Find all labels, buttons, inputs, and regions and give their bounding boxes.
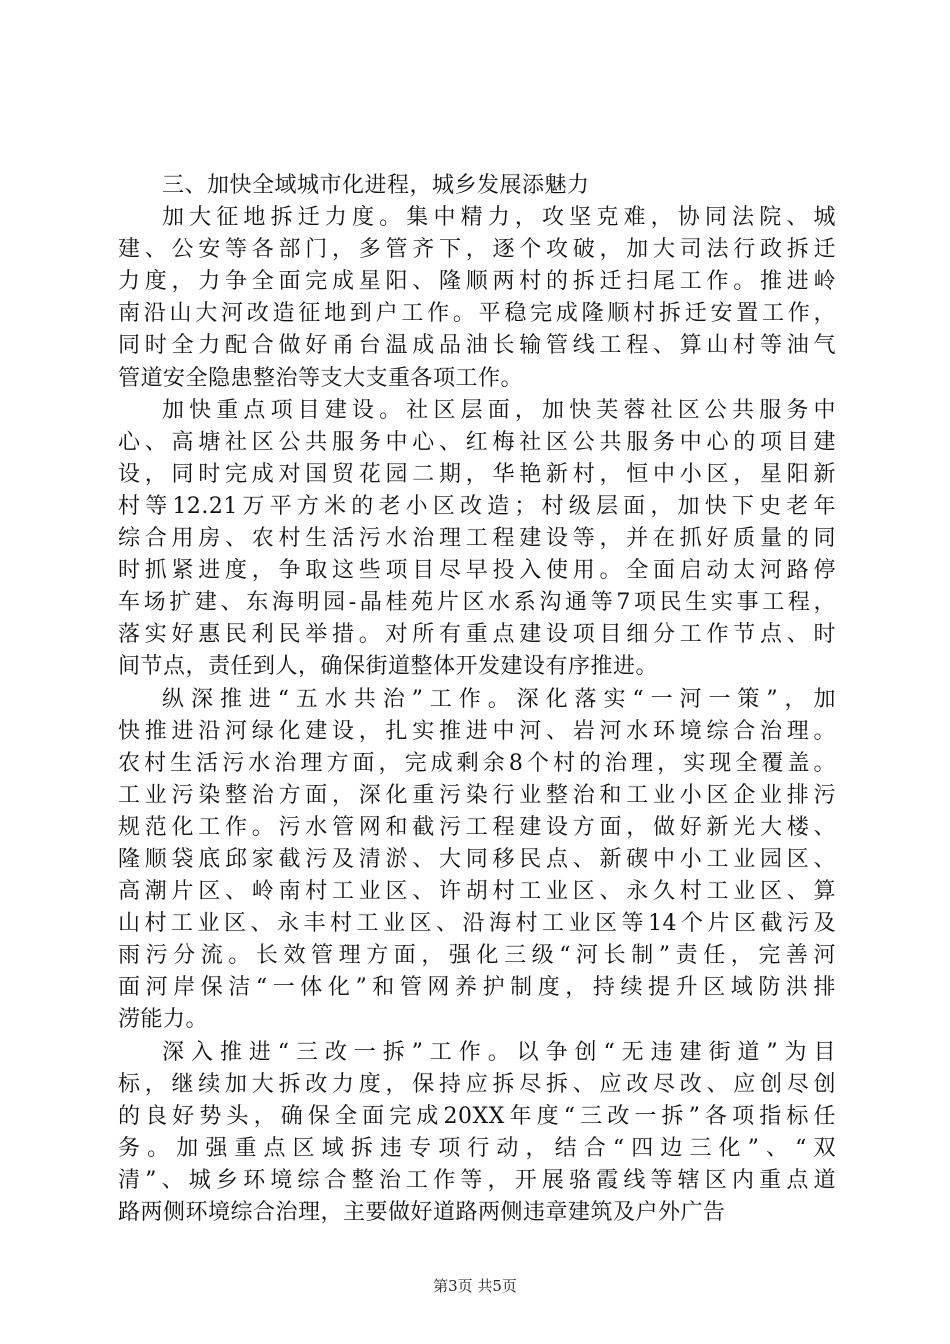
text-line: 路两侧环境综合治理，主要做好道路两侧违章建筑及户外广告 — [118, 1200, 726, 1225]
section-heading: 三、加快全域城市化进程，城乡发展添魅力 — [162, 173, 590, 198]
text-line: 快推进沿河绿化建设，扎实推进中河、岩河水环境综合治理。 — [118, 718, 836, 744]
text-line: 雨污分流。长效管理方面，强化三级“河长制”责任，完善河 — [118, 943, 836, 969]
text-line: 纵深推进“五水共治”工作。深化落实“一河一策”，加 — [162, 686, 836, 712]
text-line: 时抓紧进度，争取这些项目尽早投入使用。全面启动太河路停 — [118, 558, 836, 584]
paragraph-container — [118, 202, 836, 1229]
text-line: 高潮片区、岭南村工业区、许胡村工业区、永久村工业区、算 — [118, 879, 836, 905]
text-line: 的良好势头，确保全面完成20XX年度“三改一拆”各项指标任 — [118, 1103, 836, 1129]
page-footer: 第3页 共5页 — [433, 1277, 517, 1295]
text-line: 涝能力。 — [118, 1007, 209, 1033]
text-line: 规范化工作。污水管网和截污工程建设方面，做好新光大楼、 — [118, 814, 836, 840]
text-line: 综合用房、农村生活污水治理工程建设等，并在抓好质量的同 — [118, 526, 836, 552]
text-line: 间节点，责任到人，确保街道整体开发建设有序推进。 — [118, 654, 659, 680]
text-line: 建、公安等各部门，多管齐下，逐个攻破，加大司法行政拆迁 — [118, 237, 836, 263]
text-line: 加快重点项目建设。社区层面，加快芙蓉社区公共服务中 — [162, 397, 836, 423]
text-line: 工业污染整治方面，深化重污染行业整治和工业小区企业排污 — [118, 782, 836, 808]
paragraph — [118, 684, 836, 1037]
text-line: 落实好惠民利民举措。对所有重点建设项目细分工作节点、时 — [118, 622, 836, 648]
text-line: 心、高塘社区公共服务中心、红梅社区公共服务中心的项目建 — [118, 429, 836, 455]
text-line: 清”、城乡环境综合整治工作等，开展骆霞线等辖区内重点道 — [118, 1167, 836, 1193]
text-line: 农村生活污水治理方面，完成剩余8个村的治理，实现全覆盖。 — [118, 750, 836, 776]
paragraph — [118, 395, 836, 684]
paragraph — [118, 202, 836, 395]
text-line: 面河岸保洁“一体化”和管网养护制度，持续提升区域防洪排 — [118, 975, 836, 1001]
text-line: 车场扩建、东海明园-晶桂苑片区水系沟通等7项民生实事工程， — [118, 590, 836, 616]
text-line: 加大征地拆迁力度。集中精力，攻坚克难，协同法院、城 — [162, 205, 836, 231]
text-line: 务。加强重点区域拆违专项行动，结合“四边三化”、“双 — [118, 1135, 836, 1161]
text-line: 同时全力配合做好甬台温成品油长输管线工程、算山村等油气 — [118, 333, 836, 359]
text-line: 深入推进“三改一拆”工作。以争创“无违建街道”为目 — [162, 1039, 836, 1065]
text-line: 山村工业区、永丰村工业区、沿海村工业区等14个片区截污及 — [118, 911, 836, 937]
text-line: 隆顺袋底邱家截污及清淤、大同移民点、新碶中小工业园区、 — [118, 846, 836, 872]
text-line: 标，继续加大拆改力度，保持应拆尽拆、应改尽改、应创尽创 — [118, 1071, 836, 1097]
text-line: 南沿山大河改造征地到户工作。平稳完成隆顺村拆迁安置工作， — [118, 301, 836, 327]
document-body — [118, 170, 836, 1229]
text-line: 村等12.21万平方米的老小区改造；村级层面，加快下史老年 — [118, 493, 836, 519]
paragraph — [118, 1037, 836, 1230]
text-line: 管道安全隐患整治等支大支重各项工作。 — [118, 365, 524, 391]
text-line: 设，同时完成对国贸花园二期，华艳新村，恒中小区，星阳新 — [118, 461, 836, 487]
text-line: 力度，力争全面完成星阳、隆顺两村的拆迁扫尾工作。推进岭 — [118, 269, 836, 295]
